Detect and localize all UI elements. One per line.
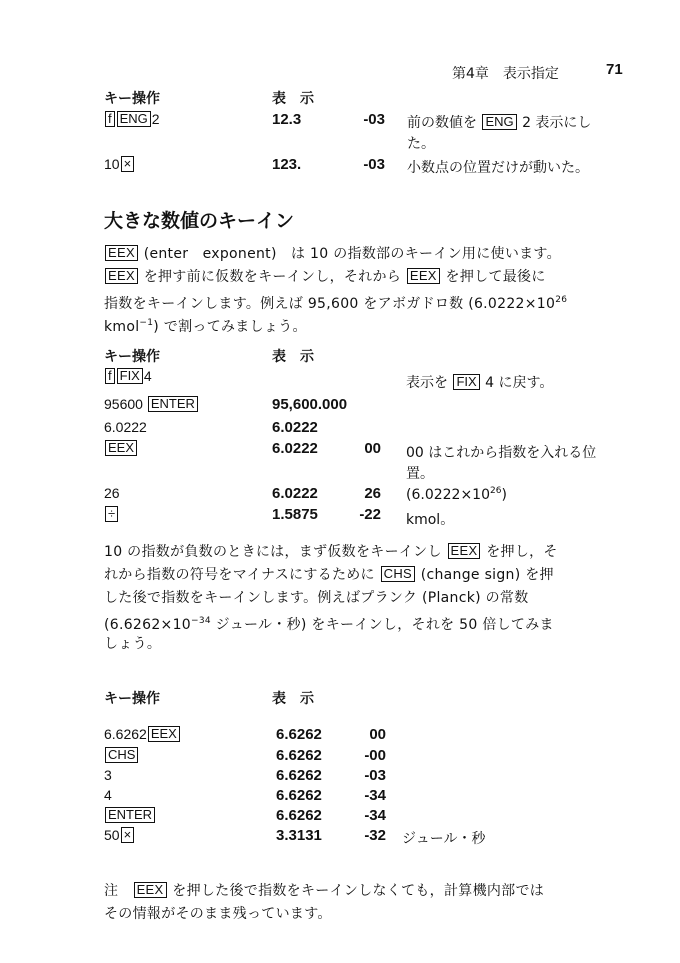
- row-note: ジュール・秒: [402, 831, 486, 847]
- key-suffix: 4: [143, 368, 152, 384]
- table-row: [104, 506, 119, 522]
- para-text: 10 の指数が負数のときには，まず仮数をキーインし: [104, 544, 442, 560]
- superscript: −1: [139, 318, 154, 328]
- display-mantissa: 1.5875: [272, 506, 318, 523]
- key-multiply: ×: [121, 827, 135, 843]
- display-exponent: -34: [364, 787, 386, 804]
- key-prefix: 95600: [104, 396, 143, 412]
- para-text: ) で割ってみましょう。: [153, 319, 307, 335]
- display-mantissa: 6.0222: [272, 440, 318, 457]
- display-exponent: -03: [364, 767, 386, 784]
- table-row: [104, 440, 138, 456]
- key-eex: EEX: [407, 268, 440, 284]
- col-header-key: キー操作: [104, 91, 160, 107]
- note-text: 表示を: [406, 375, 448, 391]
- display-exponent: -03: [363, 156, 385, 173]
- table-row: [104, 726, 181, 742]
- note-line: その情報がそのまま残っています。: [104, 906, 332, 922]
- row-note-line2: た。: [407, 136, 435, 152]
- para-text: (change sign) を押: [420, 567, 554, 583]
- key-chs: CHS: [105, 747, 138, 763]
- table-row: 4: [104, 787, 112, 803]
- display-mantissa: 6.0222: [272, 419, 318, 436]
- note-text: 前の数値を: [407, 115, 477, 131]
- key-prefix: 6.6262: [104, 726, 147, 742]
- display-mantissa: 6.0222: [272, 485, 318, 502]
- table-row: [104, 368, 152, 384]
- key-suffix: 2: [151, 111, 160, 127]
- paragraph-line: [104, 610, 554, 637]
- key-enter: ENTER: [148, 396, 198, 412]
- display-mantissa: 6.6262: [276, 787, 322, 804]
- paragraph-line: [104, 312, 307, 339]
- display-mantissa: 6.6262: [276, 726, 322, 743]
- display-mantissa: 12.3: [272, 111, 302, 128]
- display-exponent: -00: [364, 747, 386, 764]
- col-header-key: キー操作: [104, 349, 160, 365]
- paragraph-line: しょう。: [104, 636, 162, 652]
- key-eex: EEX: [105, 268, 138, 284]
- note-line: [104, 880, 544, 903]
- table-row: [104, 396, 199, 412]
- display-mantissa: 6.6262: [276, 767, 322, 784]
- note-text: を押した後で指数をキーインしなくても，計算機内部では: [172, 883, 545, 899]
- paragraph-line: [104, 243, 561, 266]
- display-exponent: -34: [364, 807, 386, 824]
- paragraph-line: [104, 266, 546, 289]
- key-eng: ENG: [117, 111, 151, 127]
- key-eex: EEX: [105, 245, 138, 261]
- key-prefix: 50: [104, 827, 120, 843]
- table-row: 26: [104, 485, 120, 501]
- note-label: 注: [104, 883, 119, 899]
- row-note: [406, 372, 553, 392]
- display-exponent: 26: [364, 485, 381, 502]
- display-exponent: 00: [369, 726, 386, 743]
- display-exponent: 00: [364, 440, 381, 457]
- table-row: [104, 156, 135, 172]
- para-text: を押す前に仮数をキーインし，それから: [143, 269, 402, 285]
- para-text: を押して最後に: [445, 269, 546, 285]
- para-text: ジュール・秒) をキーインし，それを 50 倍してみま: [215, 617, 554, 633]
- note-text: (6.0222×10: [406, 487, 490, 503]
- paragraph-line: [104, 541, 558, 564]
- row-note: [407, 112, 591, 132]
- table-row: 3: [104, 767, 112, 783]
- table-row: [104, 807, 156, 823]
- key-f: f: [105, 368, 115, 384]
- key-multiply: ×: [121, 156, 135, 172]
- display-exponent: -22: [359, 506, 381, 523]
- para-text: (enter exponent) は 10 の指数部のキーイン用に使います。: [143, 246, 561, 262]
- key-eng: ENG: [482, 114, 516, 130]
- key-eex: EEX: [148, 726, 180, 742]
- para-text: を押し，そ: [486, 544, 558, 560]
- col-header-display: 表 示: [272, 349, 314, 365]
- col-header-key: キー操作: [104, 691, 160, 707]
- note-text: ): [501, 487, 507, 503]
- note-text: 2 表示にし: [522, 115, 592, 131]
- display-mantissa: 123.: [272, 156, 302, 173]
- note-text: 4 に戻す。: [485, 375, 554, 391]
- key-chs: CHS: [381, 566, 415, 582]
- section-title: 大きな数値のキーイン: [104, 210, 295, 232]
- table-row: [104, 827, 135, 843]
- key-f: f: [105, 111, 115, 127]
- superscript: 26: [555, 295, 568, 305]
- row-note: [406, 486, 507, 503]
- key-fix: FIX: [453, 374, 479, 390]
- para-text: kmol: [104, 319, 140, 335]
- paragraph-line: した後で指数をキーインします。例えばプランク (Planck) の常数: [104, 590, 529, 606]
- para-text: れから指数の符号をマイナスにするために: [104, 567, 375, 583]
- col-header-display: 表 示: [272, 91, 314, 107]
- row-note: kmol。: [406, 512, 455, 528]
- key-divide: ÷: [105, 506, 118, 522]
- display-exponent: -32: [364, 827, 386, 844]
- page-number: 71: [606, 61, 623, 78]
- key-fix: FIX: [117, 368, 143, 384]
- key-eex: EEX: [134, 882, 167, 898]
- superscript: 26: [490, 486, 502, 496]
- row-note: 小数点の位置だけが動いた。: [407, 160, 589, 176]
- key-enter: ENTER: [105, 807, 155, 823]
- col-header-display: 表 示: [272, 691, 314, 707]
- key-prefix: 10: [104, 156, 120, 172]
- display-mantissa: 6.6262: [276, 747, 322, 764]
- key-eex: EEX: [448, 543, 481, 559]
- paragraph-line: [104, 564, 554, 587]
- display-mantissa: 3.3131: [276, 827, 322, 844]
- key-eex: EEX: [105, 440, 137, 456]
- table-row: [104, 747, 139, 763]
- para-text: 指数をキーインします。例えば 95,600 をアボガドロ数 (6.0222×10: [104, 296, 556, 312]
- chapter-header: 第4章 表示指定: [452, 66, 559, 82]
- table-row: 6.0222: [104, 419, 147, 435]
- display-mantissa: 6.6262: [276, 807, 322, 824]
- display-mantissa: 95,600.000: [272, 396, 348, 413]
- row-note: 00 はこれから指数を入れる位: [406, 445, 597, 461]
- display-exponent: -03: [363, 111, 385, 128]
- superscript: −34: [191, 616, 211, 626]
- table-row: [104, 111, 160, 127]
- row-note-line2: 置。: [406, 466, 434, 482]
- para-text: (6.6262×10: [104, 617, 191, 633]
